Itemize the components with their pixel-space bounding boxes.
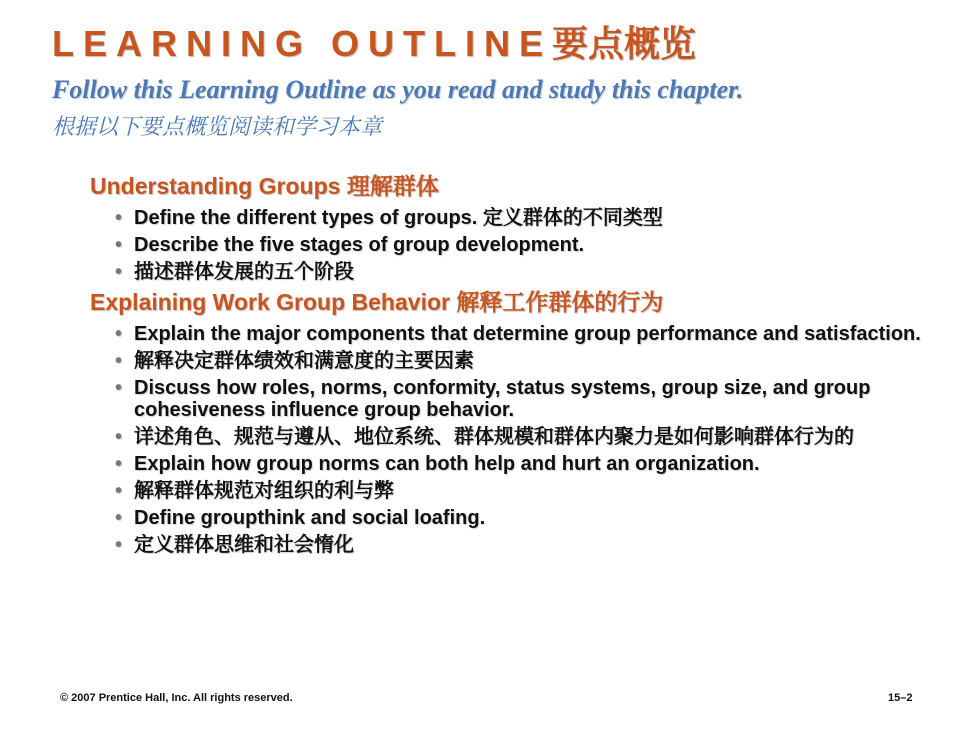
bullet-icon: •: [115, 534, 123, 556]
outline-section-work-group-behavior: [90, 286, 940, 556]
section-heading: [90, 286, 940, 318]
list-item-text: Explain the major components that determine group performance and satisfaction.: [134, 323, 921, 345]
list-item-text: 描述群体发展的五个阶段: [134, 261, 354, 283]
outline-section-understanding-groups: [90, 170, 940, 283]
list-item: [90, 453, 940, 475]
section-heading-english: Understanding Groups: [90, 173, 341, 199]
section-heading-english: Explaining Work Group Behavior: [90, 289, 450, 315]
list-item-text: Define groupthink and social loafing.: [134, 507, 486, 529]
list-item: [90, 480, 940, 502]
list-item-text: 解释决定群体绩效和满意度的主要因素: [134, 350, 474, 372]
footer-page-number: 15–2: [888, 692, 913, 704]
list-item: [90, 234, 940, 256]
learning-outline: [90, 170, 940, 559]
section-heading-chinese: 解释工作群体的行为: [456, 289, 664, 315]
bullet-icon: •: [115, 426, 123, 448]
bullet-icon: •: [115, 507, 123, 529]
section-heading-chinese: 理解群体: [346, 173, 439, 199]
bullet-list: [90, 323, 940, 556]
bullet-icon: •: [115, 377, 123, 399]
list-item: [90, 534, 940, 556]
bullet-icon: •: [115, 350, 123, 372]
list-item: [90, 377, 940, 421]
bullet-icon: •: [115, 480, 123, 502]
list-item: [90, 426, 940, 448]
list-item-text: 解释群体规范对组织的利与弊: [134, 480, 394, 502]
list-item: [90, 507, 940, 529]
list-item-text: 定义群体思维和社会惰化: [134, 534, 354, 556]
section-heading: [90, 170, 940, 202]
footer-copyright: © 2007 Prentice Hall, Inc. All rights reserved.: [60, 692, 293, 704]
list-item-text: Discuss how roles, norms, conformity, status systems, group size, and group cohesiveness influence group behavior.: [134, 377, 871, 421]
slide-subtitle-chinese: 根据以下要点概览阅读和学习本章: [52, 114, 383, 139]
list-item: [90, 323, 940, 345]
bullet-icon: •: [115, 207, 123, 229]
slide-title-chinese: 要点概览: [552, 23, 697, 64]
bullet-list: [90, 207, 940, 283]
list-item: [90, 350, 940, 372]
list-item-text: Describe the five stages of group development.: [134, 234, 585, 256]
list-item-text: 详述角色、规范与遵从、地位系统、群体规模和群体内聚力是如何影响群体行为的: [134, 426, 854, 448]
bullet-icon: •: [115, 234, 123, 256]
bullet-icon: •: [115, 261, 123, 283]
list-item-text: Define the different types of groups. 定义群体的不同类型: [134, 207, 663, 229]
slide-title-english: LEARNING OUTLINE: [52, 23, 552, 64]
list-item: [90, 207, 940, 229]
list-item-text: Explain how group norms can both help and hurt an organization.: [134, 453, 760, 475]
slide-title: [52, 22, 696, 66]
list-item: [90, 261, 940, 283]
bullet-icon: •: [115, 323, 123, 345]
slide-subtitle: Follow this Learning Outline as you read and study this chapter.: [52, 75, 744, 104]
bullet-icon: •: [115, 453, 123, 475]
